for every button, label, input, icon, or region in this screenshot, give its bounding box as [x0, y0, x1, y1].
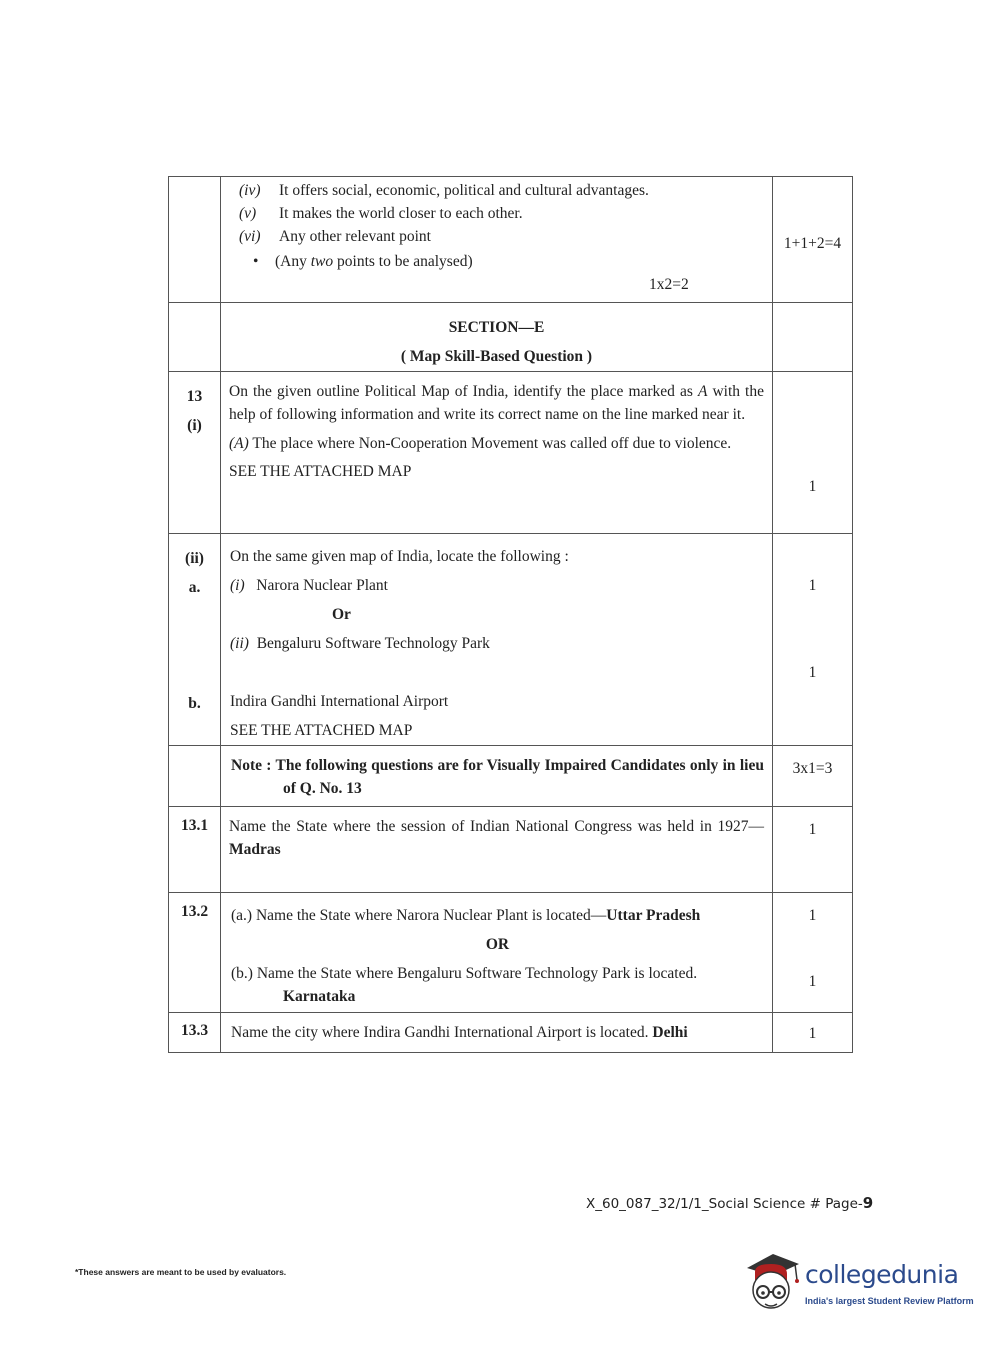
- marks-cell: 1+1+2=4: [773, 177, 853, 303]
- answer-cell: [221, 177, 773, 303]
- question-text: On the same given map of India, locate the following : (i) Narora Nuclear Plant Or (ii) Bengaluru Software Technology Park Indira Gandhi International Airport SEE THE ATTACHED MAP: [221, 534, 773, 746]
- marks-cell: 1 1: [773, 893, 853, 1013]
- table-row: [169, 893, 853, 1013]
- sub-marks: 1x2=2: [649, 276, 689, 293]
- table-row: [169, 372, 853, 534]
- evaluator-footnote: *These answers are meant to be used by evaluators.: [75, 1267, 287, 1277]
- list-item: (vi) Any other relevant point: [239, 228, 431, 245]
- marks-cell: 1 1: [773, 534, 853, 746]
- table-row: [169, 1013, 853, 1053]
- note-text: Note : The following questions are for Visually Impaired Candidates only in lieu of Q. No. 13: [221, 746, 773, 807]
- bullet-icon: •: [253, 253, 259, 270]
- mascot-icon: [743, 1250, 803, 1320]
- table-row: [169, 534, 853, 746]
- list-item: (iv) It offers social, economic, political and cultural advantages.: [239, 182, 649, 199]
- question-text: Name the State where the session of Indian National Congress was held in 1927—Madras: [221, 807, 773, 893]
- list-item: • (Any two points to be analysed): [239, 250, 764, 273]
- question-text: (a.) Name the State where Narora Nuclear Plant is located—Uttar Pradesh OR (b.) Name the State where Bengaluru Software Technology Park is located. Karnataka: [221, 893, 773, 1013]
- question-text: On the given outline Political Map of India, identify the place marked as A with the help of following information and write its correct name on the line marked near it. (A) The place where Non-Cooperation Movement was called off due to violence. SEE THE ATTACHED MAP: [221, 372, 773, 534]
- marks-cell: 3x1=3: [773, 746, 853, 807]
- logo-tagline: India's largest Student Review Platform: [805, 1296, 974, 1306]
- question-text: Name the city where Indira Gandhi International Airport is located. Delhi: [221, 1013, 773, 1053]
- question-number: 13.1: [169, 807, 221, 893]
- marks-cell: 1: [773, 1013, 853, 1053]
- table-row: [169, 303, 853, 372]
- question-number: 13.3: [169, 1013, 221, 1053]
- question-number: 13.2: [169, 893, 221, 1013]
- question-number: (ii) a. b.: [169, 534, 221, 746]
- collegedunia-logo: [743, 1250, 973, 1320]
- marking-scheme-table: [168, 176, 853, 1053]
- page-footer-reference: X_60_087_32/1/1_Social Science # Page-9: [586, 1194, 874, 1212]
- question-number: 13 (i): [169, 372, 221, 534]
- marks-cell: 1: [773, 807, 853, 893]
- marks-cell: 1: [773, 372, 853, 534]
- table-row: [169, 177, 853, 303]
- table-row: [169, 807, 853, 893]
- page-number: 9: [862, 1194, 874, 1212]
- section-heading: SECTION—E ( Map Skill-Based Question ): [221, 303, 773, 372]
- logo-wordmark: collegedunia: [805, 1260, 959, 1289]
- table-row: [169, 746, 853, 807]
- list-item: (v) It makes the world closer to each other.: [239, 205, 523, 222]
